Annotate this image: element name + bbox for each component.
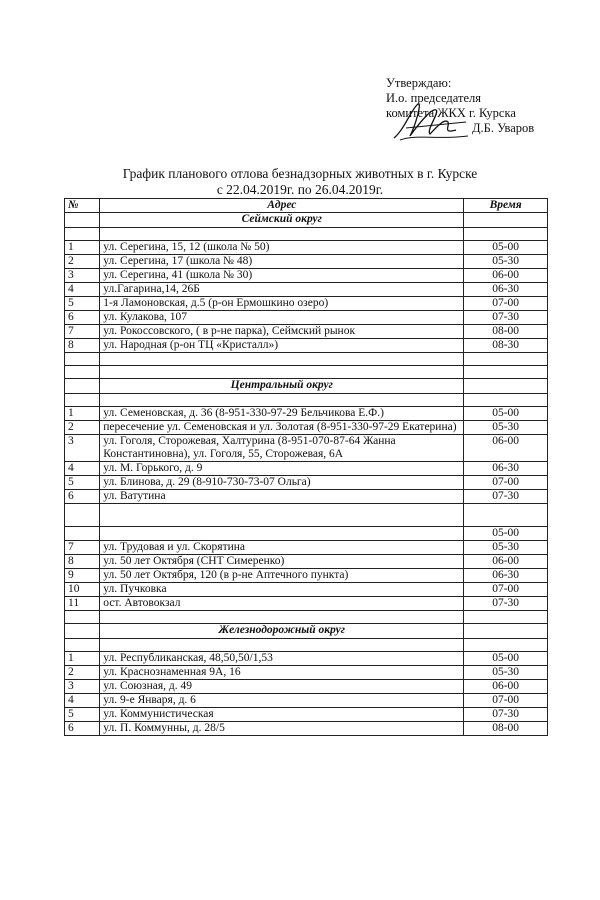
table-row — [65, 527, 548, 541]
row-address: ул. Блинова, д. 29 (8-910-730-73-07 Ольга) — [100, 476, 464, 490]
row-num: 1 — [65, 652, 100, 666]
row-address: ул. Союзная, д. 49 — [100, 680, 464, 694]
row-time: 05-30 — [464, 255, 548, 269]
table-row — [65, 241, 548, 255]
row-time: 06-00 — [464, 555, 548, 569]
district-row — [65, 624, 548, 639]
row-address: ул. Гоголя, Сторожевая, Халтурина (8-951-070-87-64 Жанна Константиновна), ул. Гоголя, 55, Сторожевая, 6А — [100, 435, 464, 462]
table-row — [65, 555, 548, 569]
approval-line-3: комитета ЖКХ г. Курска — [386, 106, 516, 120]
document-title — [0, 166, 600, 198]
row-address: ул. 9-е Января, д. 6 — [100, 694, 464, 708]
table-row — [65, 569, 548, 583]
row-time: 07-00 — [464, 476, 548, 490]
row-num: 4 — [65, 694, 100, 708]
row-address: ул. Серегина, 17 (школа № 48) — [100, 255, 464, 269]
header-address: Адрес — [100, 199, 464, 213]
row-address: ул. Трудовая и ул. Скорятина — [100, 541, 464, 555]
row-num: 9 — [65, 569, 100, 583]
row-num: 8 — [65, 555, 100, 569]
row-time: 05-00 — [464, 241, 548, 255]
table-row — [65, 583, 548, 597]
signature-icon — [386, 100, 476, 150]
table-row — [65, 407, 548, 421]
row-time: 08-00 — [464, 722, 548, 736]
row-time: 07-30 — [464, 708, 548, 722]
row-address: ул. 50 лет Октября, 120 (в р-не Аптечного пункта) — [100, 569, 464, 583]
row-num: 3 — [65, 269, 100, 283]
row-num: 5 — [65, 708, 100, 722]
table-row — [65, 297, 548, 311]
row-time: 06-30 — [464, 283, 548, 297]
row-num: 11 — [65, 597, 100, 611]
approval-line-1: Утверждаю: — [386, 76, 452, 90]
row-num: 2 — [65, 666, 100, 680]
title-line-2: с 22.04.2019г. по 26.04.2019г. — [216, 182, 384, 197]
row-address: ул. Коммунистическая — [100, 708, 464, 722]
row-time: 07-30 — [464, 311, 548, 325]
row-num: 4 — [65, 283, 100, 297]
table-row — [65, 269, 548, 283]
row-time: 08-30 — [464, 339, 548, 353]
row-time: 06-30 — [464, 569, 548, 583]
row-address: пересечение ул. Семеновская и ул. Золотая (8-951-330-97-29 Екатерина) — [100, 421, 464, 435]
row-time: 05-30 — [464, 666, 548, 680]
table-row — [65, 435, 548, 462]
row-time: 07-00 — [464, 694, 548, 708]
row-time: 07-00 — [464, 583, 548, 597]
approval-line-2: И.о. председателя — [386, 91, 482, 105]
row-time: 06-00 — [464, 269, 548, 283]
row-time: 06-30 — [464, 462, 548, 476]
row-address: ул. Кулакова, 107 — [100, 311, 464, 325]
row-num: 3 — [65, 680, 100, 694]
table-row — [65, 597, 548, 611]
schedule-table — [64, 198, 548, 736]
row-num: 10 — [65, 583, 100, 597]
row-num: 6 — [65, 722, 100, 736]
row-address: ул. Серегина, 15, 12 (школа № 50) — [100, 241, 464, 255]
row-address: ост. Автовокзал — [100, 597, 464, 611]
row-address: ул. Пучковка — [100, 583, 464, 597]
row-address: ул. Семеновская, д. 36 (8-951-330-97-29 Бельчикова Е.Ф.) — [100, 407, 464, 421]
row-num: 5 — [65, 476, 100, 490]
row-num: 2 — [65, 255, 100, 269]
table-row — [65, 694, 548, 708]
row-num: 2 — [65, 421, 100, 435]
row-time: 07-00 — [464, 297, 548, 311]
row-time: 06-00 — [464, 680, 548, 694]
table-row — [65, 680, 548, 694]
table-header — [65, 199, 548, 213]
row-num: 6 — [65, 490, 100, 504]
row-time: 05-30 — [464, 421, 548, 435]
header-num: № — [65, 199, 100, 213]
row-address: ул. П. Коммунны, д. 28/5 — [100, 722, 464, 736]
table-row — [65, 311, 548, 325]
row-num: 8 — [65, 339, 100, 353]
district-name: Железнодорожный округ — [100, 624, 464, 639]
row-time: 05-00 — [464, 652, 548, 666]
row-num: 1 — [65, 241, 100, 255]
row-address: ул. М. Горького, д. 9 — [100, 462, 464, 476]
district-row — [65, 213, 548, 228]
row-address: ул. Народная (р-он ТЦ «Кристалл») — [100, 339, 464, 353]
row-num: 1 — [65, 407, 100, 421]
row-num: 7 — [65, 325, 100, 339]
row-address: ул. Республиканская, 48,50,50/1,53 — [100, 652, 464, 666]
table-row — [65, 722, 548, 736]
district-name: Центральный округ — [100, 379, 464, 394]
row-time: 05-30 — [464, 541, 548, 555]
table-row — [65, 666, 548, 680]
row-address: ул. Рокоссовского, ( в р-не парка), Сеймский рынок — [100, 325, 464, 339]
row-time: 05-00 — [464, 407, 548, 421]
header-time: Время — [464, 199, 548, 213]
approval-line-4: Д.Б. Уваров — [472, 121, 535, 135]
row-address: 1-я Ламоновская, д.5 (р-он Ермошкино озеро) — [100, 297, 464, 311]
table-row — [65, 541, 548, 555]
table-row — [65, 283, 548, 297]
row-address: ул. Серегина, 41 (школа № 30) — [100, 269, 464, 283]
row-num: 3 — [65, 435, 100, 462]
row-address: ул. Ватутина — [100, 490, 464, 504]
row-address: ул.Гагарина,14, 26Б — [100, 283, 464, 297]
row-time: 06-00 — [464, 435, 548, 462]
row-time: 05-00 — [464, 527, 548, 541]
row-num: 5 — [65, 297, 100, 311]
table-row — [65, 339, 548, 353]
row-num: 4 — [65, 462, 100, 476]
table-row — [65, 462, 548, 476]
row-time: 07-30 — [464, 597, 548, 611]
district-name: Сеймский округ — [100, 213, 464, 228]
row-num: 7 — [65, 541, 100, 555]
table-row — [65, 421, 548, 435]
table-row — [65, 476, 548, 490]
table-row — [65, 325, 548, 339]
table-row — [65, 652, 548, 666]
district-row — [65, 379, 548, 394]
row-num: 6 — [65, 311, 100, 325]
row-address: ул. Краснознаменная 9А, 16 — [100, 666, 464, 680]
table-row — [65, 708, 548, 722]
row-time: 08-00 — [464, 325, 548, 339]
row-address: ул. 50 лет Октября (СНТ Симеренко) — [100, 555, 464, 569]
table-row — [65, 490, 548, 504]
table-row — [65, 255, 548, 269]
row-time: 07-30 — [464, 490, 548, 504]
title-line-1: График планового отлова безнадзорных животных в г. Курске — [122, 166, 478, 181]
